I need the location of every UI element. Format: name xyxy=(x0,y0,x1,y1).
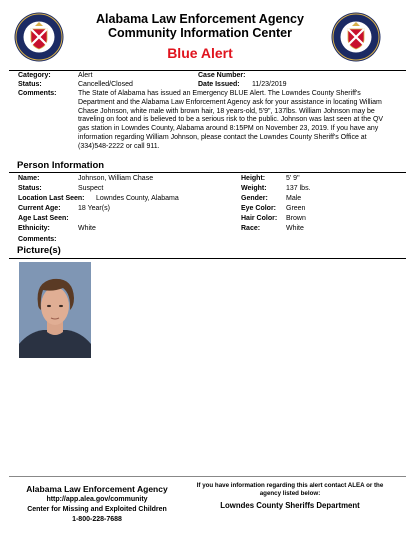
person-info-heading: Person Information xyxy=(17,160,105,171)
page-header xyxy=(70,12,330,62)
weight-value: 137 lbs. xyxy=(286,185,311,192)
alert-title: Blue Alert xyxy=(167,45,233,61)
eye-color-label: Eye Color: xyxy=(241,205,277,212)
person-comments-label: Comments: xyxy=(18,236,57,243)
footer-agency-block xyxy=(14,484,180,525)
comments-label: Comments: xyxy=(18,90,57,97)
date-issued-label: Date Issued: xyxy=(198,81,240,88)
case-number-label: Case Number: xyxy=(198,72,246,79)
category-value: Alert xyxy=(78,72,93,79)
footer-url-link[interactable]: http://app.alea.gov/community xyxy=(46,496,148,503)
footer-agency: Alabama Law Enforcement Agency xyxy=(26,484,168,494)
footer-center: Center for Missing and Exploited Children xyxy=(27,506,167,513)
case-comments: The State of Alabama has issued an Emergency BLUE Alert. The Lowndes County Sheriff's Department and the Alabama Law Enforcement Agency ask for your assistance in locating William Chase Johnson, white male with brown hair, 18 years-old, 5'9", 137lbs. William Johnson may be traveling on foot and is believed to be a serious risk to the public. Johnson was last seen at the QV gas station in Lowndes County, Alabama around 8:15PM on November 23, 2019. If you have any information regarding William Johnson, please contact the Lowndes County Sheriff's Office at (334)548-2222 or call 911. xyxy=(78,90,384,150)
suspect-portrait-icon xyxy=(19,262,91,358)
height-value: 5' 9" xyxy=(286,175,300,182)
person-status-label: Status: xyxy=(18,185,42,192)
agency-title: Alabama Law Enforcement Agency xyxy=(96,12,304,26)
person-status-value: Suspect xyxy=(78,185,104,192)
category-label: Category: xyxy=(18,72,51,79)
date-issued-value: 11/23/2019 xyxy=(252,81,287,88)
pictures-divider xyxy=(9,258,406,259)
footer-department: Lowndes County Sheriffs Department xyxy=(220,501,360,510)
age-last-seen-label: Age Last Seen: xyxy=(18,215,69,222)
footer-divider xyxy=(9,476,406,477)
alea-seal-icon xyxy=(331,12,381,62)
center-title: Community Information Center xyxy=(107,26,293,40)
hair-color-value: Brown xyxy=(286,215,306,222)
gender-value: Male xyxy=(286,195,302,202)
suspect-photo xyxy=(19,262,91,358)
footer-phone: 1-800-228-7688 xyxy=(72,516,122,523)
ethnicity-label: Ethnicity: xyxy=(18,225,50,232)
pictures-heading: Picture(s) xyxy=(17,245,61,256)
ethnicity-value: White xyxy=(78,225,96,232)
person-divider xyxy=(9,172,406,173)
hair-color-label: Hair Color: xyxy=(241,215,278,222)
status-label: Status: xyxy=(18,81,42,88)
gender-label: Gender: xyxy=(241,195,268,202)
name-value: Johnson, William Chase xyxy=(78,175,154,182)
race-value: White xyxy=(286,225,304,232)
race-label: Race: xyxy=(241,225,261,232)
status-value: Cancelled/Closed xyxy=(78,81,133,88)
footer-contact-block xyxy=(186,482,394,511)
footer-contact-note: If you have information regarding this alert contact ALEA or the agency listed below: xyxy=(196,482,384,497)
location-value: Lowndes County, Alabama xyxy=(96,195,179,202)
header-divider xyxy=(9,70,406,71)
eye-color-value: Green xyxy=(286,205,306,212)
name-label: Name: xyxy=(18,175,40,182)
weight-label: Weight: xyxy=(241,185,267,192)
height-label: Height: xyxy=(241,175,266,182)
location-label: Location Last Seen: xyxy=(18,195,85,202)
current-age-value: 18 Year(s) xyxy=(78,205,110,212)
current-age-label: Current Age: xyxy=(18,205,61,212)
alea-seal-icon xyxy=(14,12,64,62)
